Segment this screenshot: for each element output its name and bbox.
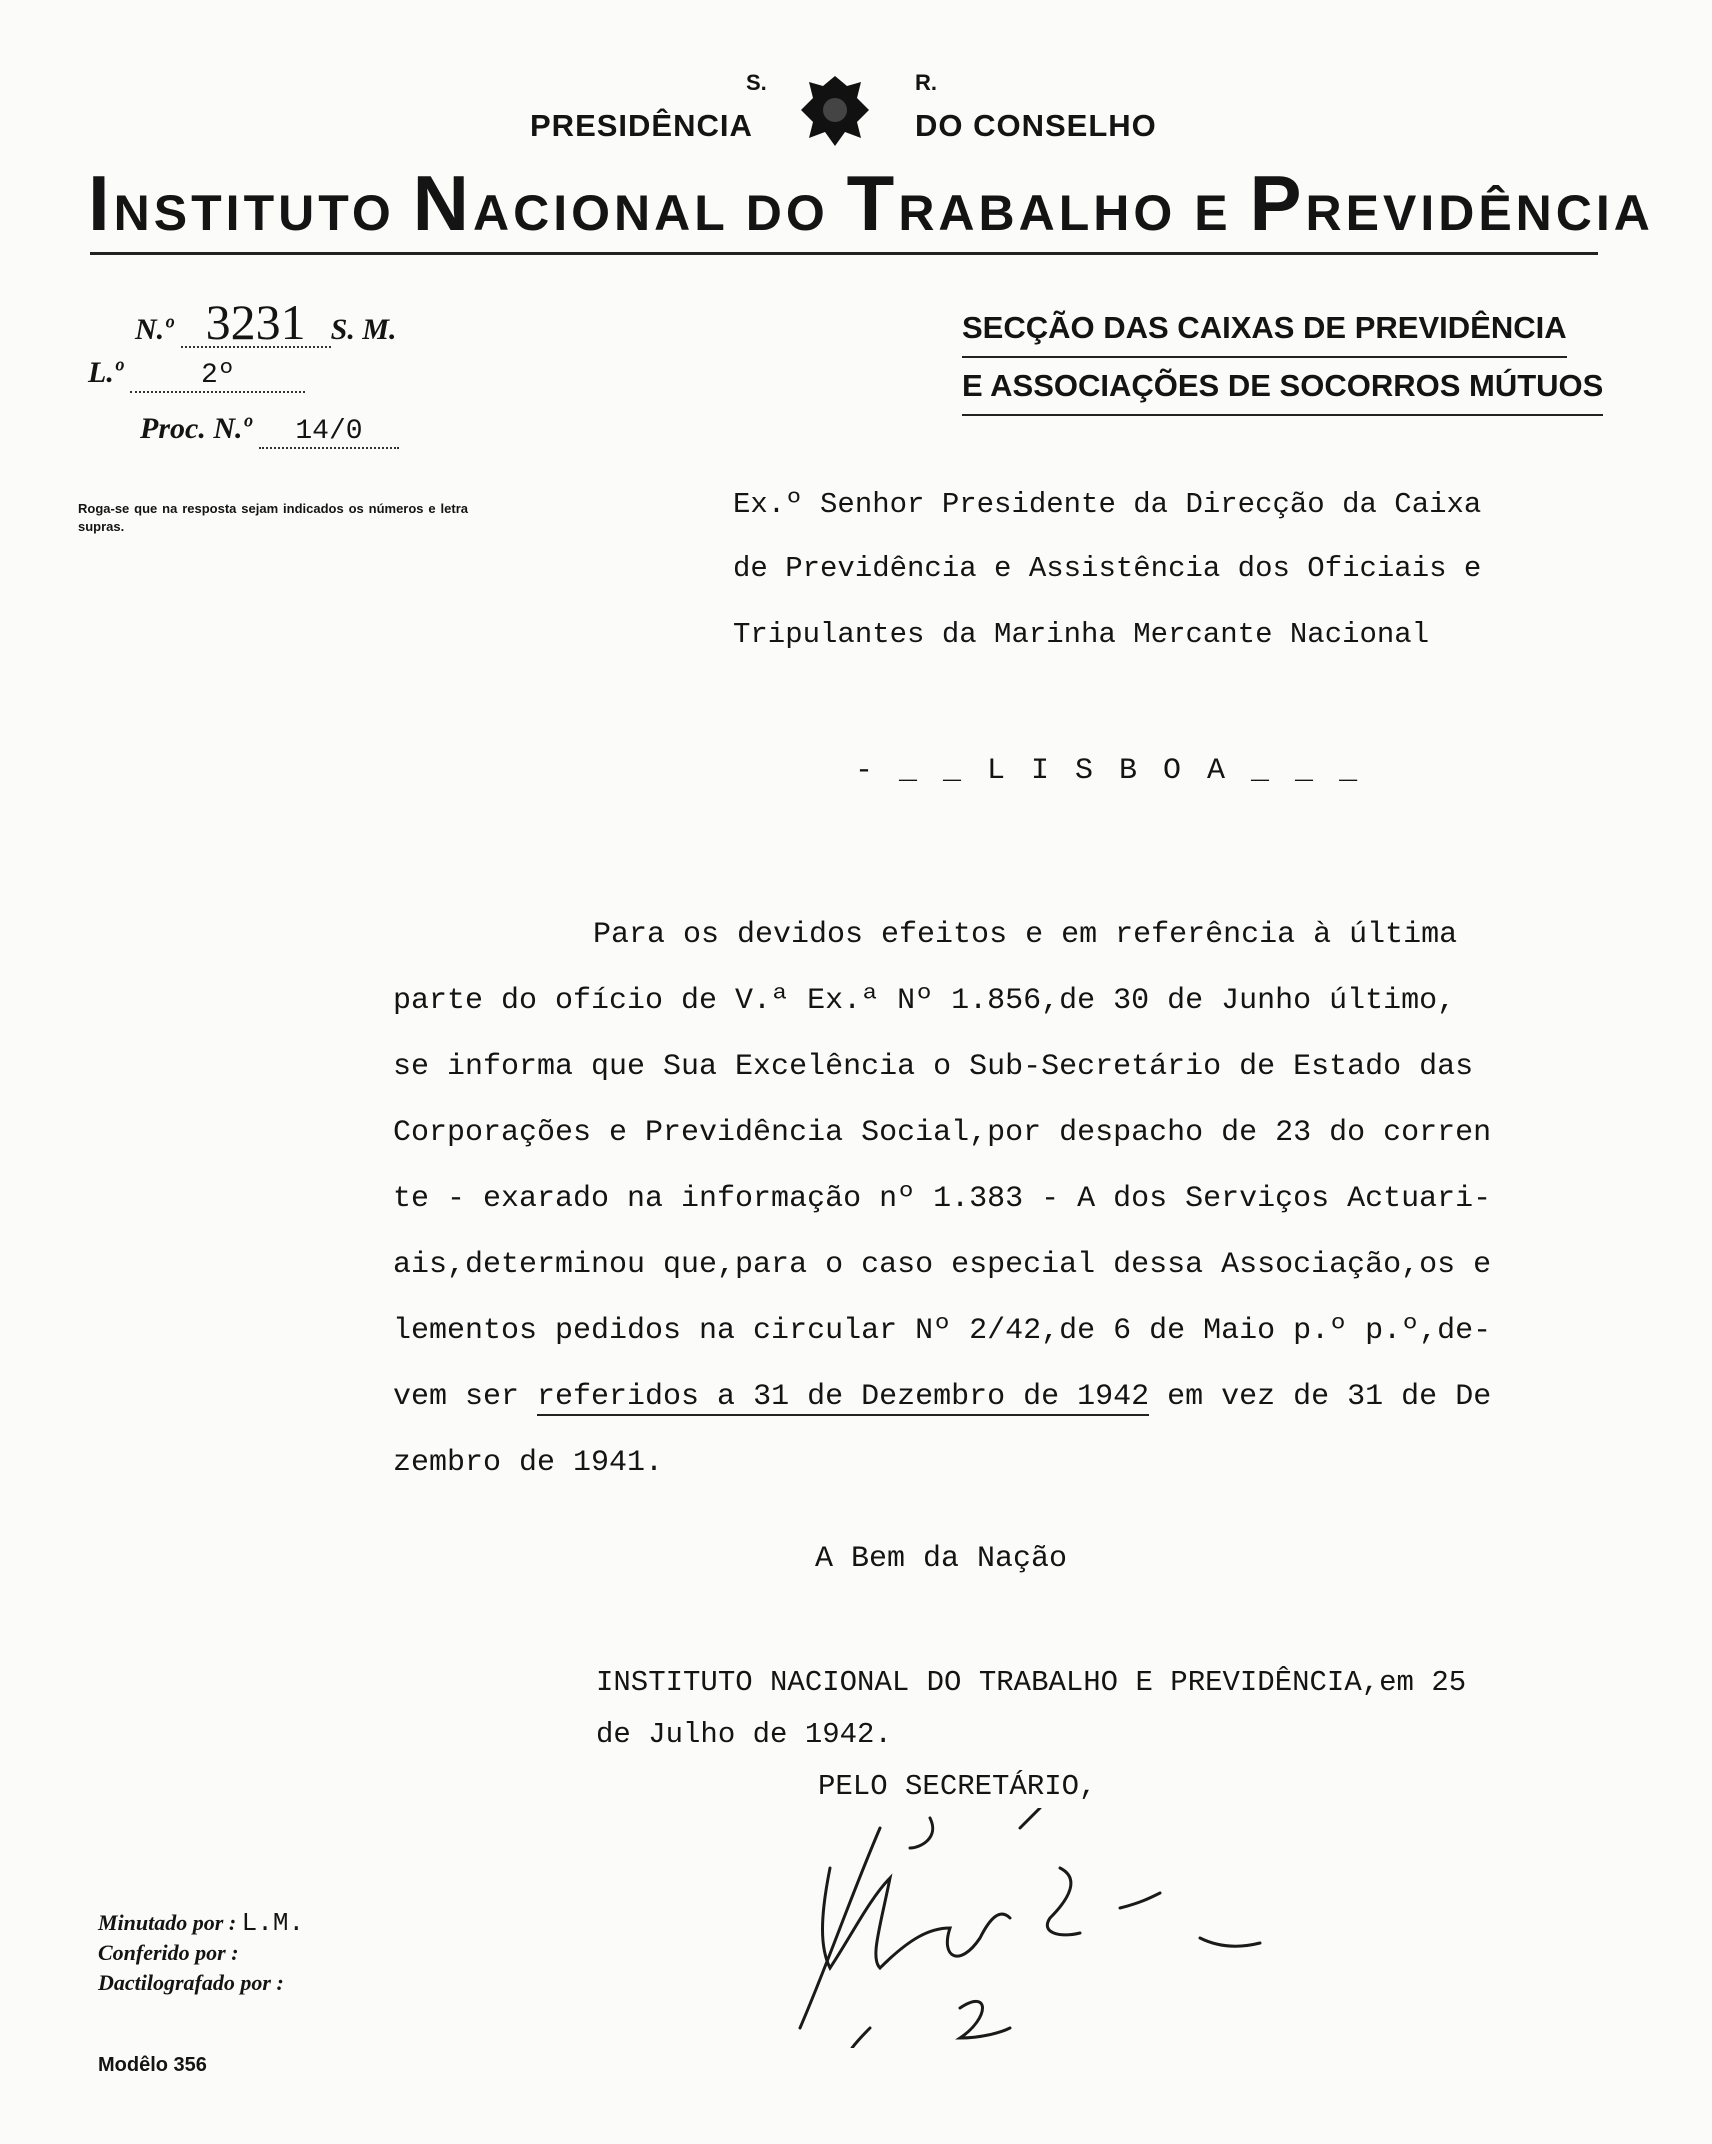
addressee-line-2: de Previdência e Assistência dos Oficiais e [733,552,1482,585]
minutado-value: L.M. [241,1908,305,1938]
addressee-line-3: Tripulantes da Marinha Mercante Nacional [733,618,1430,651]
ref-l-value: 2º [130,360,305,393]
reference-process [140,412,399,449]
reference-note: Roga-se que na resposta sejam indicados os números e letra supras. [78,501,468,534]
institute-word-initial: I [88,159,114,247]
conferido-label: Conferido por : [98,1940,239,1965]
section-line-1: SECÇÃO DAS CAIXAS DE PREVIDÊNCIA [962,300,1567,358]
body-line-7: lementos pedidos na circular Nº 2/42,de 6 de Maio p.º p.º,de- [393,1314,1492,1348]
dactilografado-label: Dactilografado por : [98,1970,284,1995]
institute-word-initial: N [412,159,473,247]
ref-proc-value: 14/0 [259,416,399,449]
section-heading [962,300,1603,416]
institute-word [746,185,829,241]
institute-title [88,158,1654,249]
institute-word-rest: RABALHO [898,185,1177,241]
coat-of-arms-icon [795,70,875,150]
body-line-6: ais,determinou que,para o caso especial dessa Associação,os e [393,1248,1492,1282]
signature-line-1: INSTITUTO NACIONAL DO TRABALHO E PREVIDÊNCIA,em 25 [596,1666,1467,1699]
header-left-label: PRESIDÊNCIA [530,108,753,143]
institute-word [1249,159,1654,247]
institute-word [1194,185,1231,241]
body-line-5: te - exarado na informação nº 1.383 - A dos Serviços Actuari- [393,1182,1492,1216]
form-model-number: Modêlo 356 [98,2054,207,2076]
ref-l-label: L.º [88,356,123,389]
minutado-label: Minutado por : [98,1910,237,1935]
emblem-r-letter: R. [915,70,937,95]
institute-word [412,159,728,247]
header-right-label: DO CONSELHO [915,108,1157,143]
section-line-2: E ASSOCIAÇÕES DE SOCORROS MÚTUOS [962,358,1603,416]
body-line-8-start: vem ser [393,1380,538,1414]
institute-word [88,159,395,247]
header-divider [90,252,1598,255]
institute-word-rest: NSTITUTO [113,185,395,241]
body-line-4: Corporações e Previdência Social,por despacho de 23 do corren [393,1116,1492,1150]
institute-word-initial: P [1249,159,1306,247]
ref-n-label: N.º [135,313,174,346]
reference-book [88,356,305,393]
addressee-city: - _ _ L I S B O A _ _ _ [855,754,1362,788]
reference-number [135,294,397,350]
institute-word-initial: T [846,159,899,247]
closing-salutation: A Bem da Nação [815,1542,1068,1576]
body-line-8-emphasis: referidos a 31 de Dezembro de 1942 [537,1380,1150,1414]
addressee-line-1: Ex.º Senhor Presidente da Direcção da Caixa [733,488,1482,521]
ref-n-value: 3231 [181,298,331,348]
institute-word-rest: E [1194,185,1232,241]
institute-word [846,159,1177,247]
ref-proc-label: Proc. N.º [140,412,252,445]
body-line-8-end: em vez de 31 de De [1149,1380,1492,1414]
signature-line-3: PELO SECRETÁRIO, [818,1770,1097,1803]
signature-line-2: de Julho de 1942. [596,1718,892,1751]
footer-credits [98,1908,304,1998]
body-line-2: parte do ofício de V.ª Ex.ª Nº 1.856,de 30 de Junho último, [393,984,1456,1018]
ref-n-suffix: S. M. [330,313,397,346]
institute-word-rest: REVIDÊNCIA [1305,185,1654,241]
body-line-3: se informa que Sua Excelência o Sub-Secretário de Estado das [393,1050,1474,1084]
body-line-8 [393,1380,1491,1416]
institute-word-rest: DO [745,185,829,241]
emblem-s-letter: S. [746,70,767,95]
body-line-1: Para os devidos efeitos e em referência à última [593,918,1458,952]
handwritten-signature [760,1808,1380,2048]
institute-word-rest: ACIONAL [473,185,728,241]
body-line-9: zembro de 1941. [393,1446,664,1480]
